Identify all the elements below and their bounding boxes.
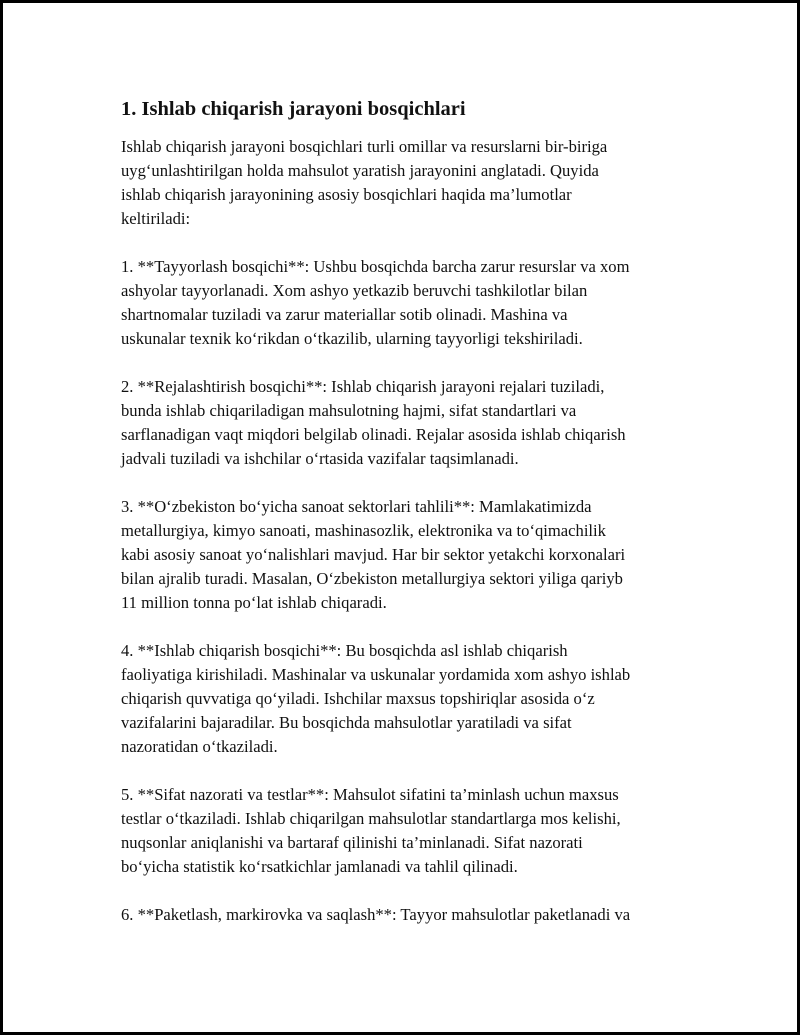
intro-paragraph: Ishlab chiqarish jarayoni bosqichlari turli omillar va resurslarni bir-biriga uyg‘unlashtirilgan holda mahsulot yaratish jarayonini anglatadi. Quyida ishlab chiqarish jarayonining asosiy bosqichlari haqida ma’lumotlar keltiriladi: bbox=[121, 137, 608, 228]
step-1-paragraph: 1. **Tayyorlash bosqichi**: Ushbu bosqichda barcha zarur resurslar va xom ashyolar tayyorlanadi. Xom ashyo yetkazib beruvchi tashkilotlar bilan shartnomalar tuziladi va zarur materiallar sotib olinadi. Mashina va uskunalar texnik ko‘rikdan o‘tkazilib, ularning tayyorligi tekshiriladi. bbox=[121, 257, 630, 348]
section-heading: 1. Ishlab chiqarish jarayoni bosqichlari bbox=[121, 98, 466, 120]
step-4-paragraph: 4. **Ishlab chiqarish bosqichi**: Bu bosqichda asl ishlab chiqarish faoliyatiga kirishiladi. Mashinalar va uskunalar yordamida xom ashyo ishlab chiqarish quvvatiga qo‘yiladi. Ishchilar maxsus topshiriqlar asosida o‘z vazifalarini bajaradilar. Bu bosqichda mahsulotlar yaratiladi va sifat nazoratidan o‘tkaziladi. bbox=[121, 641, 631, 756]
step-2-paragraph: 2. **Rejalashtirish bosqichi**: Ishlab chiqarish jarayoni rejalari tuziladi, bunda ishlab chiqariladigan mahsulotning hajmi, sifat standartlari va sarflanadigan vaqt miqdori belgilab olinadi. Rejalar asosida ishlab chiqarish jadvali tuziladi va ishchilar o‘rtasida vazifalar taqsimlanadi. bbox=[121, 377, 626, 468]
document-body bbox=[121, 96, 701, 927]
step-5-paragraph: 5. **Sifat nazorati va testlar**: Mahsulot sifatini ta’minlash uchun maxsus testlar o‘tkaziladi. Ishlab chiqarilgan mahsulotlar standartlarga mos kelishi, nuqsonlar aniqlanishi va bartaraf qilinishi ta’minlanadi. Sifat nazorati bo‘yicha statistik ko‘rsatkichlar jamlanadi va tahlil qilinadi. bbox=[121, 785, 621, 876]
step-6-paragraph: 6. **Paketlash, markirovka va saqlash**: Tayyor mahsulotlar paketlanadi va bbox=[121, 905, 631, 924]
step-3-paragraph: 3. **O‘zbekiston bo‘yicha sanoat sektorlari tahlili**: Mamlakatimizda metallurgiya, kimyo sanoati, mashinasozlik, elektronika va to‘qimachilik kabi asosiy sanoat yo‘nalishlari mavjud. Har bir sektor yetakchi korxonalari bilan ajralib turadi. Masalan, O‘zbekiston metallurgiya sektori yiliga qariyb 11 million tonna po‘lat ishlab chiqaradi. bbox=[121, 497, 626, 612]
